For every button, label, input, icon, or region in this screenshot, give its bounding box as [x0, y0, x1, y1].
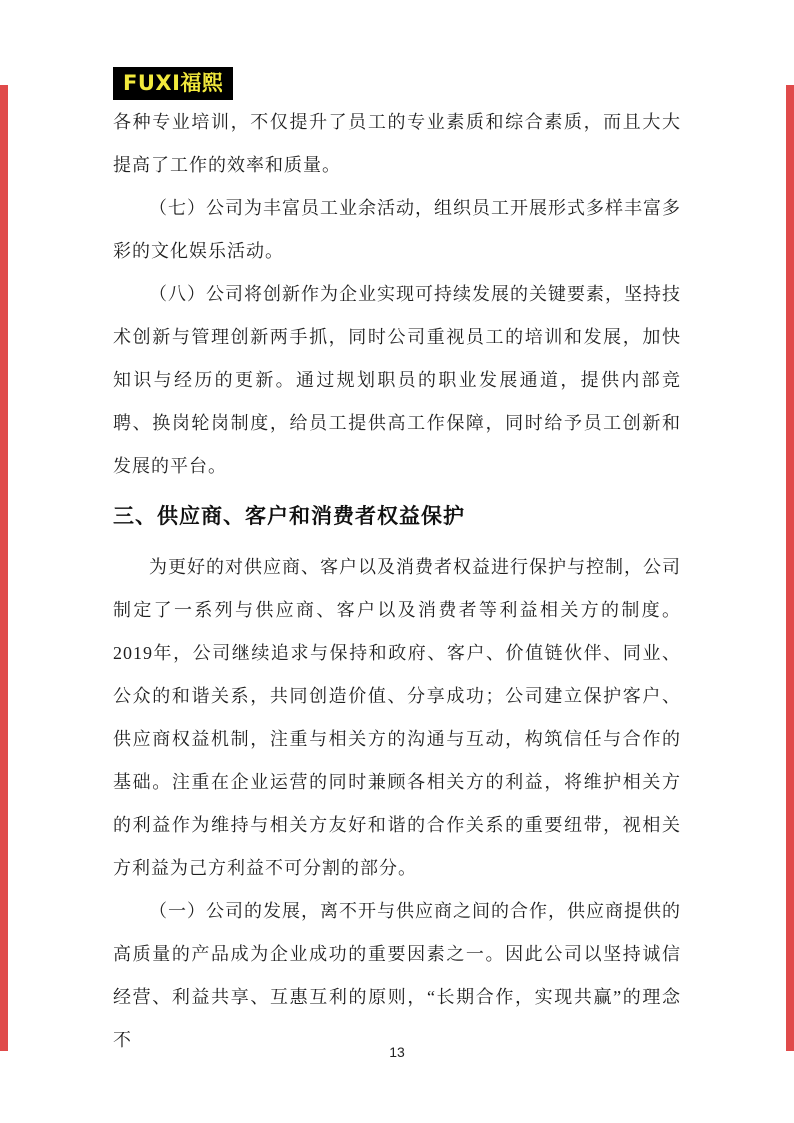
right-border-accent: [786, 85, 794, 1051]
paragraph-item-one-suppliers: （一）公司的发展，离不开与供应商之间的合作，供应商提供的高质量的产品成为企业成功的重要因素之一。因此公司以坚持诚信经营、利益共享、互惠互利的原则，“长期合作，实现共赢”的理念不: [113, 901, 681, 1050]
paragraph-training-quality: 各种专业培训，不仅提升了员工的专业素质和综合素质，而且大大提高了工作的效率和质量。: [113, 112, 681, 175]
paragraph-stakeholder-protection: 为更好的对供应商、客户以及消费者权益进行保护与控制，公司制定了一系列与供应商、客户以及消费者等利益相关方的制度。2019年，公司继续追求与保持和政府、客户、价值链伙伴、同业、公众的和谐关系，共同创造价值、分享成功；公司建立保护客户、供应商权益机制，注重与相关方的沟通与互动，构筑信任与合作的基础。注重在企业运营的同时兼顾各相关方的利益，将维护相关方的利益作为维持与相关方友好和谐的合作关系的重要纽带，视相关方利益为己方利益不可分割的部分。: [113, 557, 681, 878]
left-border-accent: [0, 85, 8, 1051]
document-body: [113, 101, 681, 1062]
paragraph-item-seven: （七）公司为丰富员工业余活动，组织员工开展形式多样丰富多彩的文化娱乐活动。: [113, 198, 681, 261]
company-logo-text: FUXI福熙: [123, 71, 224, 95]
page-number: 13: [389, 1044, 405, 1060]
company-logo: [113, 67, 233, 100]
section-heading-supplier-customer-consumer-rights: 三、供应商、客户和消费者权益保护: [113, 505, 465, 528]
paragraph-item-eight: （八）公司将创新作为企业实现可持续发展的关键要素，坚持技术创新与管理创新两手抓，同时公司重视员工的培训和发展，加快知识与经历的更新。通过规划职员的职业发展通道，提供内部竞聘、换岗轮岗制度，给员工提供高工作保障，同时给予员工创新和发展的平台。: [113, 284, 681, 476]
